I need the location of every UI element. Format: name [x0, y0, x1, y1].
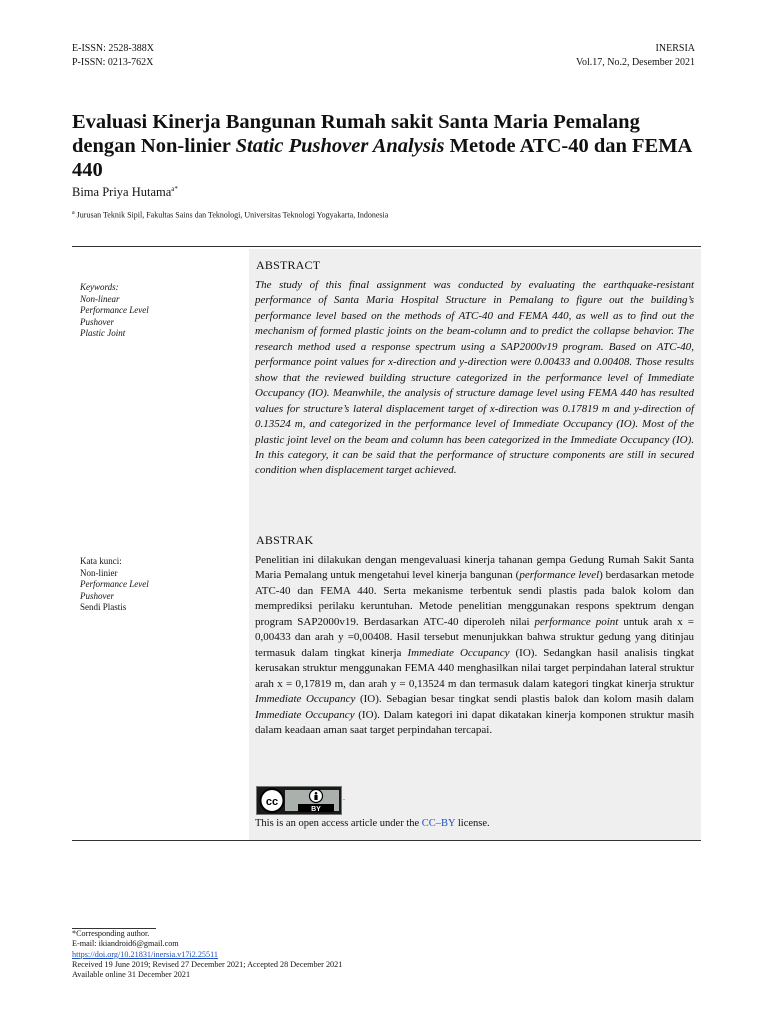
abstrak-text: [255, 553, 694, 738]
abstrak-seg: Penelitian ini dilakukan dengan mengevaluasi kinerja tahanan gempa Gedung Rumah Sakit Santa Maria Pemalang untuk mengetahui level kinerja bangunan (: [255, 554, 694, 582]
keyword-item: Performance Level: [80, 305, 149, 315]
author-email: E-mail: ikiandroid6@gmail.com: [72, 939, 179, 949]
cc-by-link[interactable]: CC–BY: [421, 818, 456, 829]
kata-kunci-item: Sendi Plastis: [80, 602, 127, 612]
by-text: BY: [311, 806, 321, 813]
author: [72, 185, 178, 200]
footnote: [72, 929, 342, 980]
paper-title: [72, 110, 697, 182]
keyword-item: Non-linear: [80, 293, 120, 304]
keywords-id: [80, 556, 149, 614]
cc-by-logo: [257, 787, 341, 814]
abstrak-seg: (IO). Sedangkan hasil analisis tingkat kerusakan struktur menggunakan FEMA 440 menghasilkan nilai target perpindahan lateral struktur arah x = 0,17819 m, dan arah y = 0,13524 m dan termasuk dalam kategori tingkat kinerja struktur: [255, 646, 694, 690]
cc-text: cc: [265, 796, 279, 808]
person-icon: [310, 790, 323, 803]
eissn: E-ISSN: 2528-388X: [72, 43, 154, 54]
journal-volume: Vol.17, No.2, Desember 2021: [576, 57, 695, 68]
kata-kunci-item: Performance Level: [80, 579, 149, 589]
received-dates: Received 19 June 2019; Revised 27 December 2021; Accepted 28 December 2021: [72, 959, 343, 969]
corresponding-author: *Corresponding author.: [72, 929, 150, 938]
keywords-label: Keywords:: [80, 282, 119, 292]
cc-icon: [261, 789, 284, 812]
abstrak-italic: performance level: [519, 569, 600, 582]
title-part-2: Metode ATC-40 dan FEMA 440: [72, 135, 692, 181]
abstrak-italic: Immediate Occupancy: [255, 708, 355, 721]
keywords-en: [80, 282, 149, 340]
license-pre: This is an open access article under the: [255, 818, 422, 829]
kata-kunci-item: Pushover: [80, 590, 114, 601]
pissn: P-ISSN: 0213-762X: [72, 57, 154, 68]
available-online: Available online 31 December 2021: [72, 970, 191, 980]
abstrak-italic: Immediate Occupancy: [407, 646, 510, 659]
kata-kunci-label: Kata kunci:: [80, 556, 122, 566]
affiliation: [72, 210, 388, 220]
issn-block: [72, 42, 154, 70]
abstrak-seg: untuk arah x = 0,00433 dan arah y =0,00408. Hasil tersebut menunjukkan bahwa struktur gedung yang ditinjau termasuk dalam tingkat kinerja: [255, 615, 694, 659]
abstract-text: The study of this final assignment was conducted by evaluating the earthquake-resistant performance of Santa Maria Hospital Structure in Pemalang to figure out the building’s performance level based on the methods of ATC-40 and FEMA 440, as well as to find out the mechanism of formed plastic joints on the beam-column and to predict the collapse behavior. The research method used a response spectrum using a SAP2000v19 program. Based on ATC-40, performance point values for x-direction and y-direction were 0.00433 and 0.00408. Those results show that the reviewed building structure categorized in the performance level of Immediate Occupancy (IO). Meanwhile, the analysis of structure damage level using FEMA 440 has resulted values for structure’s lateral displacement target of x-direction was 0.17819 m and y-direction of 0.13524 m, and categorized in the performance level of Immediate Occupancy (IO). Most of the plastic joint level on the beam and column has been categorized in the Immediate Occupancy (IO). In this category, it can be said that the performance of structure components are still in secured condition when displacement target achieved.: [255, 279, 694, 477]
title-part-1: Evaluasi Kinerja Bangunan Rumah sakit Santa Maria Pemalang dengan Non-linier: [72, 111, 640, 157]
bottom-rule: [72, 840, 701, 841]
top-rule: [72, 246, 701, 247]
abstrak-seg: (IO). Sebagian besar tingkat sendi plastis balok dan kolom masih dalam: [355, 693, 694, 706]
abstrak-seg: (IO). Dalam kategori ini dapat dikatakan kinerja komponen struktur masih dalam keadaan aman saat target perpindahan tercapai.: [255, 708, 694, 736]
abstrak-heading: ABSTRAK: [256, 533, 314, 547]
journal-block: [576, 42, 695, 70]
license-note: [255, 818, 490, 829]
abstract-heading: ABSTRACT: [256, 258, 321, 272]
abstrak-italic: Immediate Occupancy: [255, 693, 356, 706]
author-name: Bima Priya Hutama: [72, 185, 172, 200]
title-italic: Static Pushover Analysis: [235, 135, 445, 157]
badge-dot: .: [343, 793, 345, 802]
journal-name: INERSIA: [655, 43, 695, 54]
keyword-item: Pushover: [80, 316, 114, 327]
abstrak-seg: ) berdasarkan metode ATC-40 dan FEMA 440. Serta mekanisme terbentuk sendi plastis pada balok kolom dan memprediksi perilaku keruntuhan. Metode penelitian menggunakan respons spektrum dengan program SAP2000v19. Berdasarkan ATC-40 diperoleh nilai: [255, 569, 695, 628]
cc-by-badge[interactable]: [256, 786, 342, 815]
affiliation-sup: a: [72, 210, 75, 216]
license-post: license.: [455, 818, 490, 829]
doi-link[interactable]: https://doi.org/10.21831/inersia.v17i2.25511: [72, 949, 219, 959]
keyword-item: Plastic Joint: [80, 328, 126, 338]
author-sup: a*: [171, 185, 178, 193]
affiliation-text: Jurusan Teknik Sipil, Fakultas Sains dan Teknologi, Universitas Teknologi Yogyakarta, Indonesia: [74, 210, 389, 220]
kata-kunci-item: Non-linier: [80, 567, 118, 578]
abstrak-italic: performance point: [534, 615, 619, 628]
